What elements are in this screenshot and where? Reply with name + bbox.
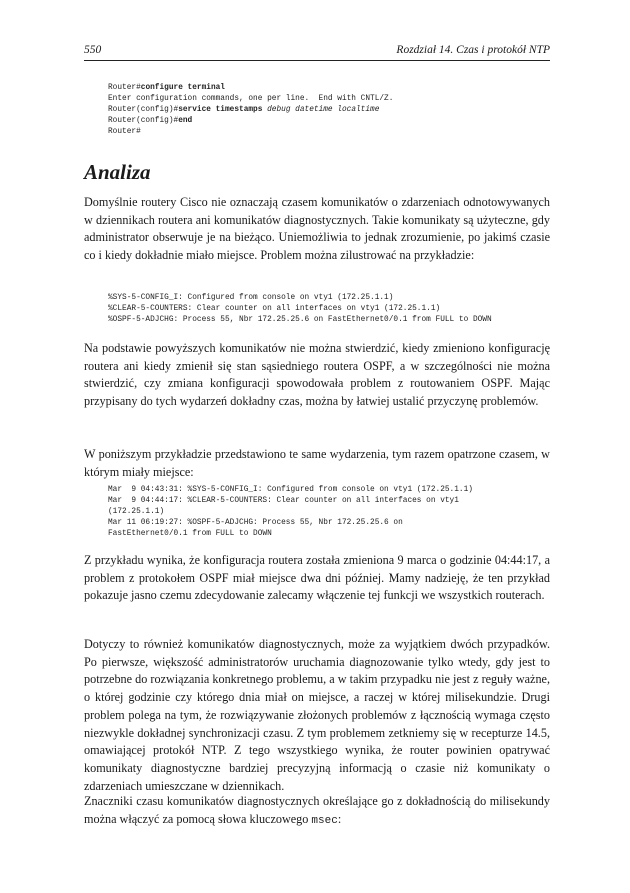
code-line: Router# [108,128,141,136]
chapter-title: Rozdział 14. Czas i protokół NTP [396,44,550,56]
header-rule [84,60,550,61]
code-line: Mar 9 04:44:17: %CLEAR-5-COUNTERS: Clear counter on all interfaces on vty1 [108,497,459,505]
body-paragraph: Znaczniki czasu komunikatów diagnostycznych określające go z dokładnością do milisekundy można włączyć za pomocą słowa kluczowego msec: [84,794,550,827]
code-line: Mar 9 04:43:31: %SYS-5-CONFIG_I: Configured from console on vty1 (172.25.1.1) [108,486,473,494]
code-line: %SYS-5-CONFIG_I: Configured from console on vty1 (172.25.1.1) [108,294,394,302]
body-paragraph: Domyślnie routery Cisco nie oznaczają czasem komunikatów o zdarzeniach odnotowywanych w dziennikach routera ani komunikatów diagnostycznych. Takie komunikaty są użyteczne, gdy administrator obserwuje je na bieżąco. Uniemożliwia to jednak zrozumienie, po jakimś czasie co i kiedy dokładnie miało miejsce. Problem można zilustrować na przykładzie: [84,195,550,263]
code-line: (172.25.1.1) [108,508,165,516]
body-paragraph: W poniższym przykładzie przedstawiono te same wydarzenia, tym razem opatrzone czasem, w którym miały miejsce: [84,447,550,479]
inline-code-keyword: msec [311,814,338,827]
code-block-config [108,83,393,138]
code-block-logs [108,293,492,326]
body-paragraph: Na podstawie powyższych komunikatów nie można stwierdzić, kiedy zmieniono konfigurację routera ani kiedy zmienił się stan sąsiedniego routera OSPF, a w szczególności nie można stwierdzić, czy zmiana konfiguracji spowodowała problem z routowaniem OSPF. Mając przypisany do tych wydarzeń dokładny czas, można by łatwiej ustalić przyczynę problemów. [84,341,550,409]
code-line: Enter configuration commands, one per line. End with CNTL/Z. [108,95,394,103]
code-block-timestamped-logs [108,485,473,540]
code-line: Mar 11 06:19:27: %OSPF-5-ADJCHG: Process 55, Nbr 172.25.25.6 on [108,519,403,527]
body-paragraph: Z przykładu wynika, że konfiguracja routera została zmieniona 9 marca o godzinie 04:44:17, a problem z protokołem OSPF miał miejsce dwa dni później. Mamy nadzieję, że ten przykład pokazuje jasno czemu zdecydowanie zalecamy włączenie tej funkcji we wszystkich routerach. [84,553,550,603]
code-line: Router(config)#end [108,117,193,125]
code-line: %CLEAR-5-COUNTERS: Clear counter on all interfaces on vty1 (172.25.1.1) [108,305,441,313]
code-line: FastEthernet0/0.1 from FULL to DOWN [108,530,272,538]
code-line: Router(config)#service timestamps debug datetime localtime [108,106,380,114]
code-line: Router#configure terminal [108,84,225,92]
page-number: 550 [84,44,102,56]
body-paragraph: Dotyczy to również komunikatów diagnostycznych, może za wyjątkiem dwóch przypadków. Po pierwsze, większość administratorów uruchamia diagnozowanie tylko wtedy, gdy jest to potrzebne do rozwiązania konkretnego problemu, a w takim przypadku nie jest z reguły ważne, o której godzinie czy którego dnia miał on miejsce, a raczej w której milisekundzie. Drugi problem polega na tym, że rozwiązywanie złożonych problemów z łącznością wymaga często niezwykle dokładnej synchronizacji czasu. Z tym problemem zetkniemy się w recepturze 14.5, omawiającej protokół NTP. Z tego wszystkiego wynika, że router powinien opatrywać komunikaty diagnostyczne bardziej precyzyjną informacją o czasie niż komunikaty o zdarzeniach umieszczane w dziennikach. [84,637,550,793]
section-heading: Analiza [84,160,151,184]
code-line: %OSPF-5-ADJCHG: Process 55, Nbr 172.25.25.6 on FastEthernet0/0.1 from FULL to DOWN [108,316,492,324]
